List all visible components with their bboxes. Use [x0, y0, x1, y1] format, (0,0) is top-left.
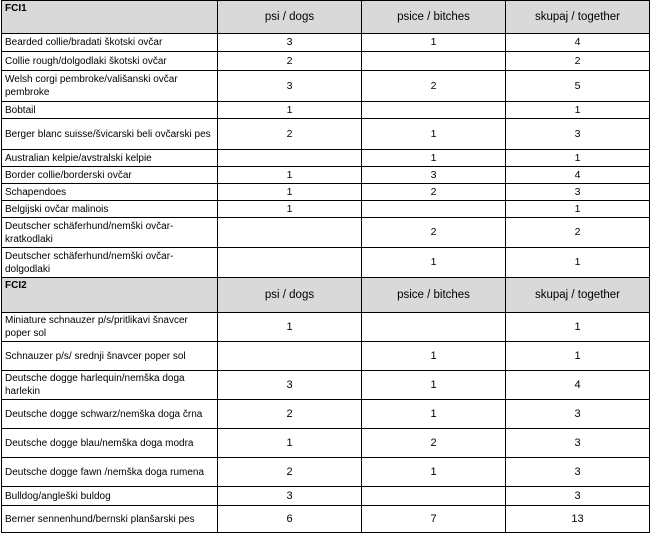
table-row [2, 150, 650, 167]
dogs-count: 1 [218, 201, 362, 218]
bitches-count: 2 [362, 218, 506, 248]
dogs-count: 3 [218, 371, 362, 400]
breed-name: Collie rough/dolgodlaki škotski ovčar [2, 52, 218, 71]
breed-name: Bearded collie/bradati škotski ovčar [2, 34, 218, 52]
together-count: 1 [506, 150, 650, 167]
group-header-row [2, 278, 650, 313]
table-row [2, 52, 650, 71]
bitches-count: 2 [362, 184, 506, 201]
bitches-count: 1 [362, 371, 506, 400]
bitches-count: 2 [362, 71, 506, 102]
table-row [2, 167, 650, 184]
group-title: FCI1 [2, 1, 218, 34]
table-row [2, 102, 650, 119]
together-count: 4 [506, 167, 650, 184]
column-header-together: skupaj / together [506, 1, 650, 34]
breed-name: Deutscher schäferhund/nemški ovčar-kratkodlaki [2, 218, 218, 248]
breed-name: Australian kelpie/avstralski kelpie [2, 150, 218, 167]
together-count: 3 [506, 429, 650, 458]
bitches-count [362, 487, 506, 506]
group-header-row [2, 1, 650, 34]
results-table-body [2, 1, 650, 533]
dogs-count: 1 [218, 313, 362, 342]
together-count: 4 [506, 371, 650, 400]
table-row [2, 371, 650, 400]
bitches-count: 1 [362, 34, 506, 52]
dogs-count [218, 248, 362, 278]
together-count: 1 [506, 102, 650, 119]
together-count: 1 [506, 313, 650, 342]
breed-name: Berner sennenhund/bernski planšarski pes [2, 506, 218, 533]
table-row [2, 71, 650, 102]
dogs-count: 2 [218, 52, 362, 71]
bitches-count: 1 [362, 248, 506, 278]
bitches-count: 1 [362, 150, 506, 167]
dogs-count: 1 [218, 102, 362, 119]
dogs-count [218, 150, 362, 167]
table-row [2, 458, 650, 487]
breed-name: Schnauzer p/s/ srednji šnavcer poper sol [2, 342, 218, 371]
column-header-dogs: psi / dogs [218, 278, 362, 313]
table-row [2, 506, 650, 533]
breed-name: Deutsche dogge blau/nemška doga modra [2, 429, 218, 458]
bitches-count: 2 [362, 429, 506, 458]
breed-name: Belgijski ovčar malinois [2, 201, 218, 218]
dogs-count: 1 [218, 167, 362, 184]
results-table [1, 0, 650, 533]
dogs-count [218, 218, 362, 248]
table-row [2, 400, 650, 429]
breed-name: Welsh corgi pembroke/vališanski ovčar pembroke [2, 71, 218, 102]
dogs-count: 6 [218, 506, 362, 533]
dogs-count: 2 [218, 119, 362, 150]
together-count: 2 [506, 218, 650, 248]
bitches-count [362, 102, 506, 119]
bitches-count [362, 201, 506, 218]
breed-name: Deutsche dogge schwarz/nemška doga črna [2, 400, 218, 429]
table-row [2, 201, 650, 218]
breed-name: Deutsche dogge fawn /nemška doga rumena [2, 458, 218, 487]
bitches-count [362, 313, 506, 342]
breed-name: Deutscher schäferhund/nemški ovčar-dolgodlaki [2, 248, 218, 278]
dogs-count [218, 342, 362, 371]
column-header-bitches: psice / bitches [362, 278, 506, 313]
dogs-count: 1 [218, 429, 362, 458]
dogs-count: 3 [218, 34, 362, 52]
breed-name: Miniature schnauzer p/s/pritlikavi šnavcer poper sol [2, 313, 218, 342]
breed-name: Deutsche dogge harlequin/nemška doga harlekin [2, 371, 218, 400]
column-header-bitches: psice / bitches [362, 1, 506, 34]
together-count: 3 [506, 119, 650, 150]
breed-name: Bulldog/angleški buldog [2, 487, 218, 506]
together-count: 3 [506, 487, 650, 506]
breed-name: Berger blanc suisse/švicarski beli ovčarski pes [2, 119, 218, 150]
dogs-count: 2 [218, 458, 362, 487]
dogs-count: 3 [218, 487, 362, 506]
dogs-count: 2 [218, 400, 362, 429]
table-row [2, 184, 650, 201]
together-count: 1 [506, 201, 650, 218]
bitches-count: 7 [362, 506, 506, 533]
group-title: FCI2 [2, 278, 218, 313]
table-row [2, 313, 650, 342]
together-count: 1 [506, 248, 650, 278]
table-row [2, 34, 650, 52]
together-count: 4 [506, 34, 650, 52]
together-count: 3 [506, 458, 650, 487]
together-count: 5 [506, 71, 650, 102]
breed-name: Border collie/borderski ovčar [2, 167, 218, 184]
bitches-count: 1 [362, 342, 506, 371]
table-row [2, 429, 650, 458]
column-header-together: skupaj / together [506, 278, 650, 313]
together-count: 13 [506, 506, 650, 533]
together-count: 3 [506, 184, 650, 201]
breed-name: Schapendoes [2, 184, 218, 201]
dogs-count: 3 [218, 71, 362, 102]
breed-name: Bobtail [2, 102, 218, 119]
column-header-dogs: psi / dogs [218, 1, 362, 34]
bitches-count: 1 [362, 119, 506, 150]
bitches-count [362, 52, 506, 71]
table-row [2, 218, 650, 248]
dogs-count: 1 [218, 184, 362, 201]
table-row [2, 342, 650, 371]
together-count: 3 [506, 400, 650, 429]
together-count: 1 [506, 342, 650, 371]
bitches-count: 1 [362, 458, 506, 487]
table-row [2, 119, 650, 150]
bitches-count: 3 [362, 167, 506, 184]
together-count: 2 [506, 52, 650, 71]
table-row [2, 487, 650, 506]
table-row [2, 248, 650, 278]
bitches-count: 1 [362, 400, 506, 429]
